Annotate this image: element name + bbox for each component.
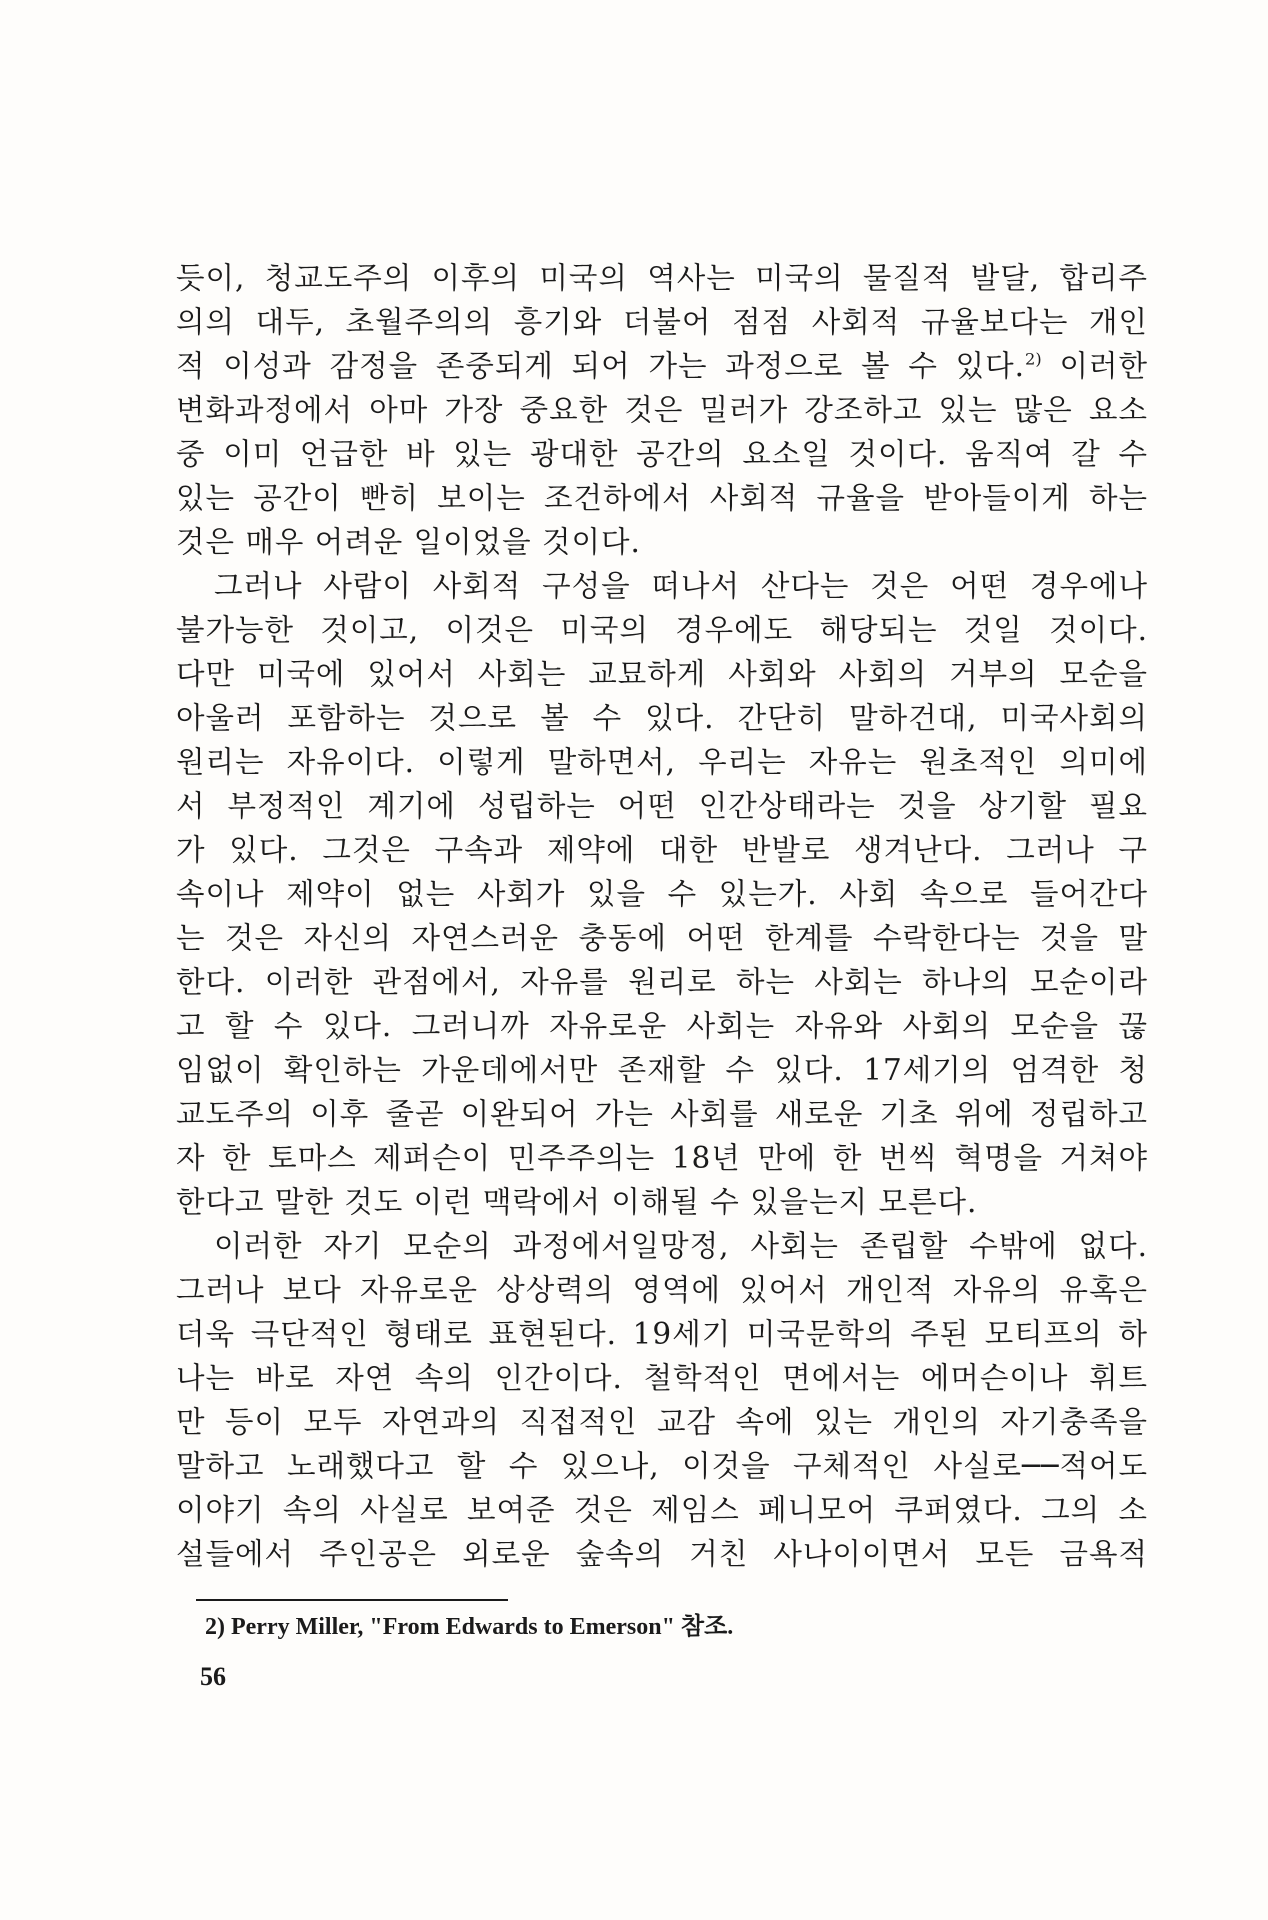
text-segment: 적 이성과 감정을 존중되게 되어 가는 과정으로 볼 수 있다. xyxy=(176,349,1026,383)
text-line: 불가능한 것이고, 이것은 미국의 경우에도 해당되는 것일 것이다. xyxy=(176,613,1148,647)
text-line: 중 이미 언급한 바 있는 광대한 공간의 요소일 것이다. 움직여 갈 수 xyxy=(176,437,1148,471)
text-line: 만 등이 모두 자연과의 직접적인 교감 속에 있는 개인의 자기충족을 xyxy=(176,1405,1148,1439)
text-line: 아울러 포함하는 것으로 볼 수 있다. 간단히 말하건대, 미국사회의 xyxy=(176,701,1148,735)
text-line-with-footnote xyxy=(176,344,1148,388)
text-line: 듯이, 청교도주의 이후의 미국의 역사는 미국의 물질적 발달, 합리주 xyxy=(176,261,1148,295)
text-line: 임없이 확인하는 가운데에서만 존재할 수 있다. 17세기의 엄격한 청 xyxy=(176,1053,1148,1087)
paragraph-1 xyxy=(176,256,1148,564)
text-segment: 이러한 xyxy=(1059,349,1148,383)
page-number: 56 xyxy=(200,1662,226,1691)
body-text xyxy=(176,256,1148,1576)
text-line: 한다고 말한 것도 이런 맥락에서 이해될 수 있을는지 모른다. xyxy=(176,1185,978,1219)
text-line: 이러한 자기 모순의 과정에서일망정, 사회는 존립할 수밖에 없다. xyxy=(214,1229,1148,1263)
text-line: 가 있다. 그것은 구속과 제약에 대한 반발로 생겨난다. 그러나 구 xyxy=(176,833,1148,867)
text-line: 말하고 노래했다고 할 수 있으나, 이것을 구체적인 사실로──적어도 xyxy=(176,1449,1148,1483)
text-line: 의의 대두, 초월주의의 흥기와 더불어 점점 사회적 규율보다는 개인 xyxy=(176,305,1148,339)
text-line: 한다. 이러한 관점에서, 자유를 원리로 하는 사회는 하나의 모순이라 xyxy=(176,965,1148,999)
text-line: 고 할 수 있다. 그러니까 자유로운 사회는 자유와 사회의 모순을 끊 xyxy=(176,1009,1148,1043)
text-line: 원리는 자유이다. 이렇게 말하면서, 우리는 자유는 원초적인 의미에 xyxy=(176,745,1148,779)
text-line: 그러나 사람이 사회적 구성을 떠나서 산다는 것은 어떤 경우에나 xyxy=(214,569,1148,603)
footnote-reference: 2) xyxy=(1025,349,1042,369)
paragraph-3 xyxy=(176,1224,1148,1576)
text-line: 자 한 토마스 제퍼슨이 민주주의는 18년 만에 한 번씩 혁명을 거쳐야 xyxy=(176,1141,1148,1175)
text-line: 더욱 극단적인 형태로 표현된다. 19세기 미국문학의 주된 모티프의 하 xyxy=(176,1317,1148,1351)
text-line: 것은 매우 어려운 일이었을 것이다. xyxy=(176,525,641,559)
footnote-divider xyxy=(196,1599,508,1601)
text-line: 설들에서 주인공은 외로운 숲속의 거친 사나이이면서 모든 금욕적 xyxy=(176,1537,1148,1571)
text-line: 교도주의 이후 줄곧 이완되어 가는 사회를 새로운 기초 위에 정립하고 xyxy=(176,1097,1148,1131)
footnote: 2) Perry Miller, "From Edwards to Emerson" 참조. xyxy=(205,1614,734,1640)
text-line: 그러나 보다 자유로운 상상력의 영역에 있어서 개인적 자유의 유혹은 xyxy=(176,1273,1148,1307)
text-line: 속이나 제약이 없는 사회가 있을 수 있는가. 사회 속으로 들어간다 xyxy=(176,877,1148,911)
text-line: 나는 바로 자연 속의 인간이다. 철학적인 면에서는 에머슨이나 휘트 xyxy=(176,1361,1148,1395)
text-line: 있는 공간이 빤히 보이는 조건하에서 사회적 규율을 받아들이게 하는 xyxy=(176,481,1148,515)
text-line: 이야기 속의 사실로 보여준 것은 제임스 페니모어 쿠퍼였다. 그의 소 xyxy=(176,1493,1148,1527)
text-line: 는 것은 자신의 자연스러운 충동에 어떤 한계를 수락한다는 것을 말 xyxy=(176,921,1148,955)
text-line: 서 부정적인 계기에 성립하는 어떤 인간상태라는 것을 상기할 필요 xyxy=(176,789,1148,823)
text-line: 다만 미국에 있어서 사회는 교묘하게 사회와 사회의 거부의 모순을 xyxy=(176,657,1148,691)
paragraph-2 xyxy=(176,564,1148,1224)
text-line: 변화과정에서 아마 가장 중요한 것은 밀러가 강조하고 있는 많은 요소 xyxy=(176,393,1148,427)
